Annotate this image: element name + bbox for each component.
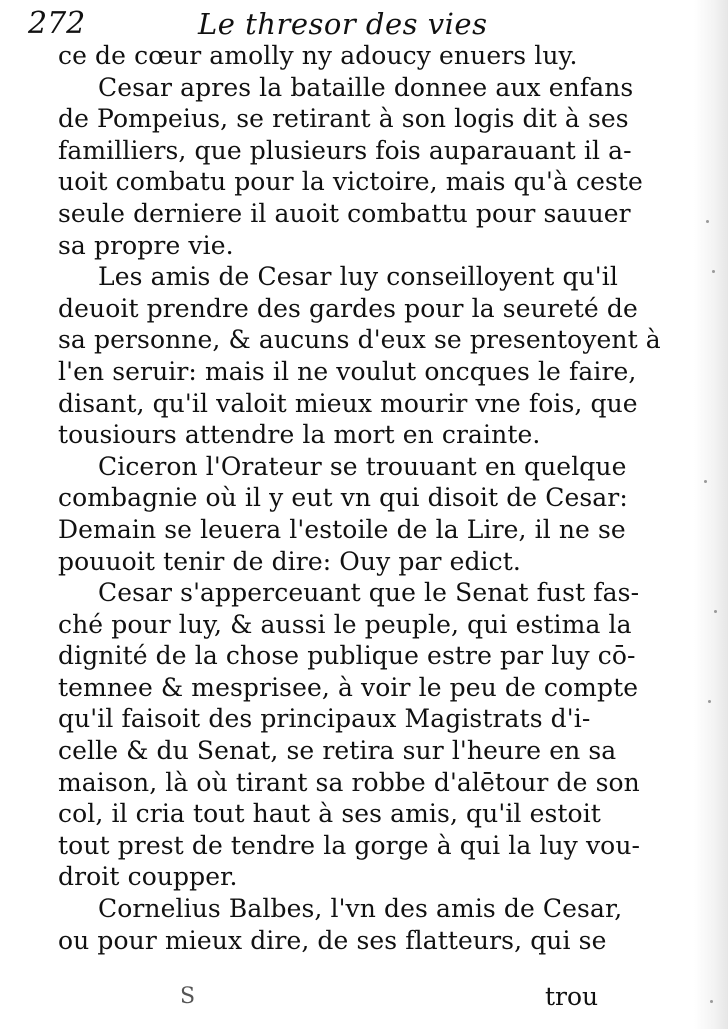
text-line: Cesar apres la bataille donnee aux enfans [98, 72, 634, 102]
signature-mark: S [180, 984, 196, 1009]
text-line: ou pour mieux dire, de ses flatteurs, qui se [58, 925, 607, 955]
text-line: temnee & mesprisee, à voir le peu de compte [58, 672, 639, 702]
edge-speck [708, 700, 711, 703]
catchword: trou [545, 982, 599, 1011]
text-line: Cornelius Balbes, l'vn des amis de Cesar, [98, 894, 623, 924]
text-line: tousiours attendre la mort en crainte. [58, 420, 541, 450]
text-line: combagnie où il y eut vn qui disoit de Cesar: [58, 483, 628, 513]
text-line: dignité de la chose publique estre par luy cō- [58, 641, 636, 671]
text-line: celle & du Senat, se retira sur l'heure en sa [58, 736, 617, 766]
text-line: sa propre vie. [58, 230, 234, 260]
body-text [58, 40, 661, 956]
text-line: pouuoit tenir de dire: Ouy par edict. [58, 546, 521, 576]
edge-speck [712, 270, 715, 273]
text-line: ché pour luy, & aussi le peuple, qui estima la [58, 609, 632, 639]
text-line: ce de cœur amolly ny adoucy enuers luy. [58, 41, 578, 70]
text-line: l'en seruir: mais il ne voulut oncques le faire, [58, 356, 637, 386]
text-line: Demain se leuera l'estoile de la Lire, il ne se [58, 514, 626, 544]
text-line: Cesar s'apperceuant que le Senat fust fas- [98, 578, 640, 608]
text-line: col, il cria tout haut à ses amis, qu'il estoit [58, 799, 601, 829]
text-line: disant, qu'il valoit mieux mourir vne fois, que [58, 388, 638, 418]
running-title: Le thresor des vies [198, 7, 488, 41]
page-number: 272 [28, 6, 86, 41]
page-edge [694, 0, 728, 1029]
text-line: de Pompeius, se retirant à son logis dit à ses [58, 104, 629, 134]
text-line: Ciceron l'Orateur se trouuant en quelque [98, 451, 627, 481]
text-line: tout prest de tendre la gorge à qui la luy vou- [58, 830, 641, 860]
text-line: qu'il faisoit des principaux Magistrats d'i- [58, 704, 591, 734]
text-line: familliers, que plusieurs fois auparauant il a- [58, 135, 632, 165]
edge-speck [706, 220, 709, 223]
text-line: deuoit prendre des gardes pour la seureté de [58, 293, 638, 323]
edge-speck [714, 610, 717, 613]
edge-speck [704, 480, 707, 483]
text-line: Les amis de Cesar luy conseilloyent qu'il [98, 262, 618, 292]
text-line: uoit combatu pour la victoire, mais qu'à ceste [58, 167, 643, 197]
running-header [28, 4, 638, 44]
text-line: sa personne, & aucuns d'eux se presentoyent à [58, 325, 661, 355]
edge-speck [710, 1000, 713, 1003]
text-line: maison, là où tirant sa robbe d'alētour de son [58, 767, 640, 797]
text-line: droit coupper. [58, 862, 238, 892]
text-line: seule derniere il auoit combattu pour sauuer [58, 198, 631, 228]
